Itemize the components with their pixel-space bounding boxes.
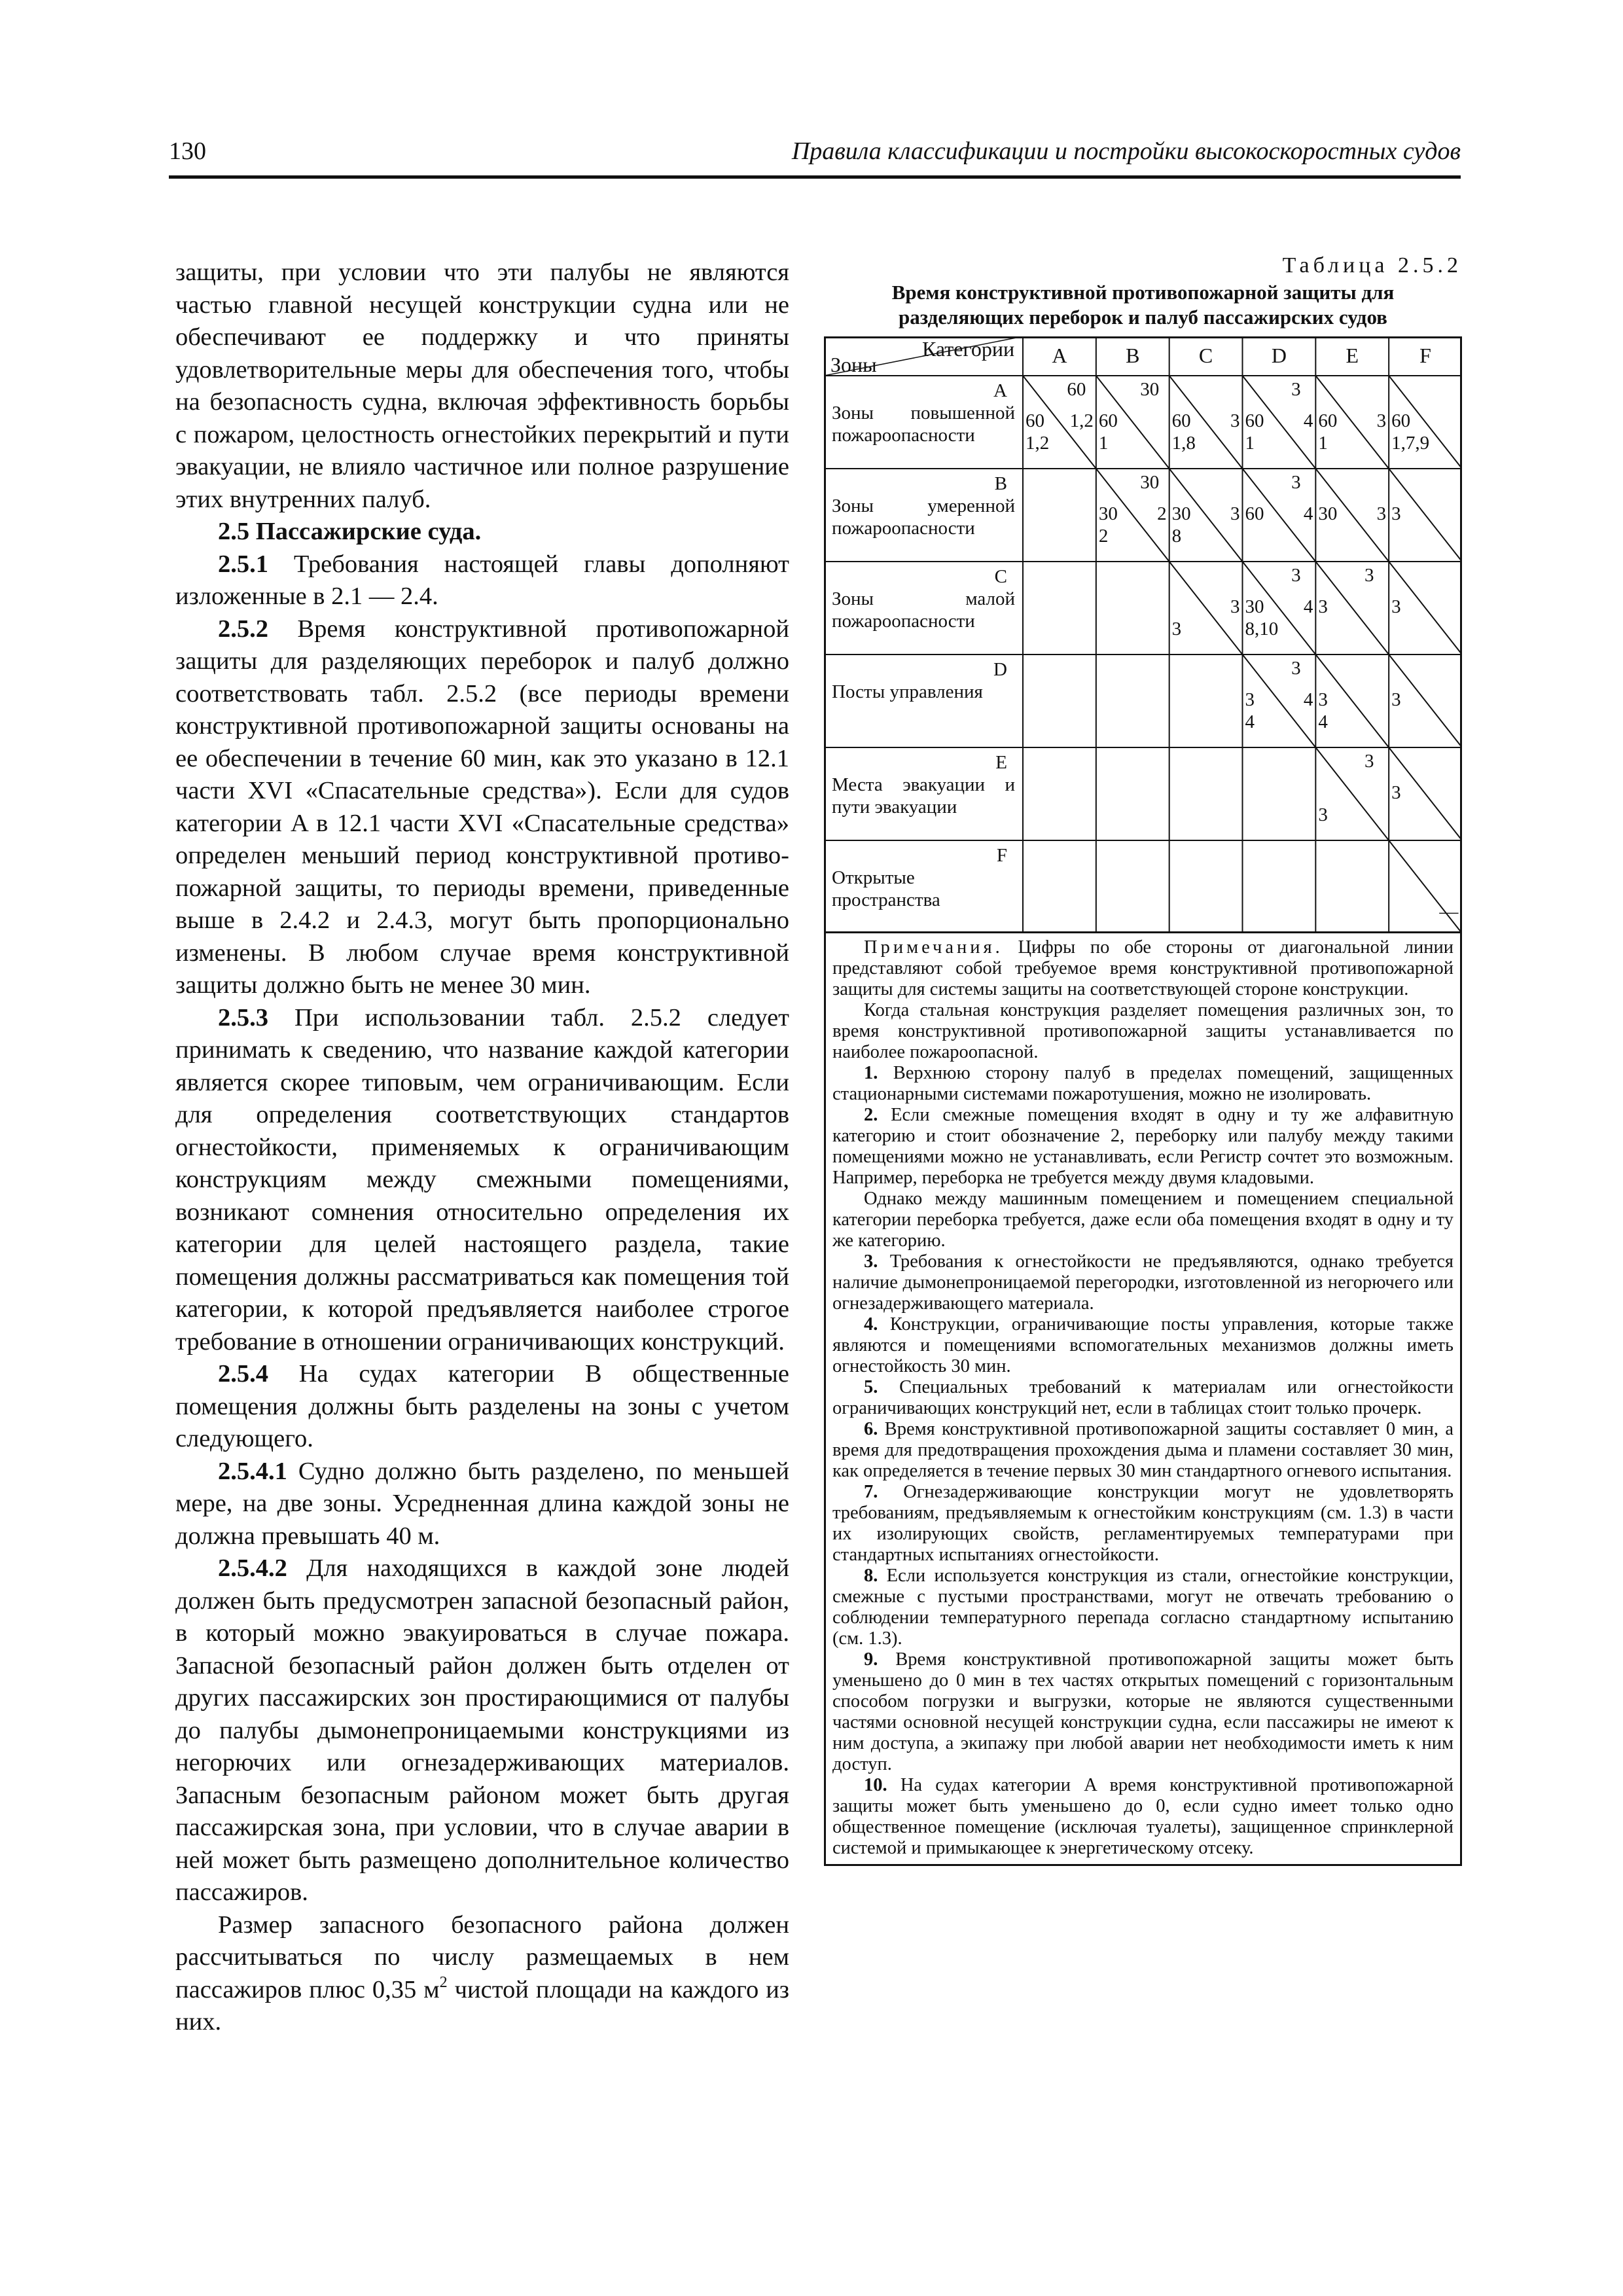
cell-value-left: 3 <box>1245 689 1255 710</box>
paragraph-text: На судах категории B общественные помещения должны быть разделены на зоны с учетом следующего. <box>175 1360 789 1452</box>
cell-value-left: 60 <box>1171 410 1191 431</box>
cell-value-bottom: 4 <box>1245 711 1255 733</box>
cell-value-bottom: 8 <box>1171 526 1182 547</box>
cell-value-bottom: 1 <box>1098 433 1109 454</box>
note-number: 8. <box>864 1566 878 1586</box>
cell-value-left: 60 <box>1318 410 1338 431</box>
cell-value-right: 4 <box>1303 689 1313 710</box>
note <box>832 1419 1454 1482</box>
note-text: Требования к огнестойкости не предъявляются, однако требуется наличие дымонепроницаемой перегородки, изготовленной из негорючего или огнезадерживающего материала. <box>832 1251 1454 1314</box>
cell-value-top: 30 <box>1140 472 1160 493</box>
cell-value-bottom: 3 <box>1318 804 1328 826</box>
cell-value-right: 3 <box>1376 503 1387 524</box>
cell-value-right: 3 <box>1376 410 1387 431</box>
column-header: E <box>1346 344 1359 367</box>
cell-value-left: 30 <box>1245 596 1264 617</box>
row-letter: E <box>995 752 1007 773</box>
column-header: A <box>1052 344 1067 367</box>
paragraph <box>175 1002 789 1359</box>
cell-value-right: 3 <box>1230 410 1240 431</box>
cell-value-left: 3 <box>1391 503 1401 524</box>
cell-value-bottom: 3 <box>1171 619 1182 640</box>
table-caption <box>824 280 1462 330</box>
note-text: Цифры по обе стороны от диагональной линии представляют собой требуемое время конструктивной противопожарной защиты для системы защиты на соответствующей стороне конструкции. <box>832 937 1454 999</box>
paragraph <box>175 613 789 1002</box>
row-letter: D <box>993 659 1007 680</box>
header-rule <box>169 175 1461 179</box>
cell-value-bottom: 1,2 <box>1026 433 1050 454</box>
note-text: Время конструктивной противопожарной защиты составляет 0 мин, а время для предотвращения прохождения дыма и пламени составляет 30 мин, как определяется в течение первых 30 мин стандартного огневого испытания. <box>832 1419 1454 1481</box>
cell-value-left: 3 <box>1391 596 1401 617</box>
row-letter: B <box>994 473 1007 494</box>
note-text: Время конструктивной противопожарной защиты может быть уменьшено до 0 мин в тех частях открытых помещений с горизонтальным способом погрузки и выгрузки, которые не являются существенными частями основной несущей конструкции судна, если пассажиры не имеют к ним доступа, а экипажу при любой аварии нет необходимости иметь к ним доступ. <box>832 1649 1454 1774</box>
paragraph-text: При использовании табл. 2.5.2 следует принимать к сведению, что название каждой категории является скорее типовым, чем ограничивающим. Если для определения соответствующих стандартов огнестойкости, применяемых к ограничивающим конструкциям между смежными помещениями, возникают сомнения относительно определения их категории для целей настоящего раздела, такие помещения должны рассматриваться как помещения той категории, к которой предъявляется наиболее строгое требование в отношении ограничивающих конструкций. <box>175 1003 789 1355</box>
row-letter: F <box>996 845 1007 866</box>
corner-categories-label: Категории <box>922 337 1015 361</box>
clause-number: 2.5.2 <box>218 615 268 643</box>
cell-value-right: 4 <box>1303 410 1313 431</box>
table-column <box>824 253 1462 1866</box>
row-label <box>832 844 1015 911</box>
cell-value-right: 2 <box>1157 503 1167 524</box>
paragraph-text: чистой площади на каждого из них. <box>175 1975 790 2036</box>
column-header: C <box>1198 344 1213 367</box>
note-text: Если используется конструкция из стали, огнестойкие конструкции, смежные с пустыми пространствами, могут не отвечать требованию о соблюдении температурного перепада согласно стандартному испытанию (см. 1.3). <box>832 1566 1454 1649</box>
cell-value-right: 4 <box>1303 596 1313 617</box>
cell-value-left: 30 <box>1318 503 1338 524</box>
cell-value-top: 3 <box>1291 565 1301 586</box>
note-text: На судах категории A время конструктивной противопожарной защиты может быть уменьшено до 0, если судно имеет только одно общественное помещение (исключая туалеты), защищенное спринклерной системой и примыкающее к энергетическому отсеку. <box>832 1775 1454 1858</box>
column-header: D <box>1271 344 1287 367</box>
note-number: 6. <box>864 1419 878 1439</box>
note <box>832 1189 1454 1251</box>
row-label <box>832 658 1015 703</box>
note <box>832 1566 1454 1649</box>
note-text: Если смежные помещения входят в одну и ту же алфавитную категорию и стоит обозначение 2, переборку или палубу между такими помещениями можно не устанавливать, если Регистр сочтет это возможным. Например, переборка не требуется между двумя кладовыми. <box>832 1105 1454 1188</box>
cell-value-left: 3 <box>1318 689 1328 710</box>
column-header: F <box>1419 344 1431 367</box>
table-notes <box>824 933 1462 1866</box>
paragraph <box>175 1358 789 1456</box>
paragraph-text: Размер запасного безопасного района должен рассчитываться по числу размещаемых в нем пассажиров плюс 0,35 м <box>175 1910 789 2003</box>
cell-value-right: 3 <box>1230 503 1240 524</box>
column-header: B <box>1126 344 1140 367</box>
cell-value-left: 3 <box>1391 689 1401 710</box>
cell-value-top: 3 <box>1291 658 1301 679</box>
note <box>832 1251 1454 1314</box>
cell-value-bottom: 1,8 <box>1171 433 1196 454</box>
cell-value-left: 60 <box>1026 410 1044 431</box>
corner-zones-label: Зоны <box>830 353 877 376</box>
page-number: 130 <box>169 137 206 165</box>
note-number: 5. <box>864 1377 878 1397</box>
row-label <box>832 751 1015 818</box>
note <box>832 1000 1454 1063</box>
paragraph <box>175 1909 789 2039</box>
note-text: Конструкции, ограничивающие посты управления, которые также являются и помещениями вспомогательных механизмов должны иметь огнестойкость 30 мин. <box>832 1314 1454 1376</box>
body-text-column <box>175 257 789 2039</box>
row-name: Посты управления <box>832 681 983 702</box>
cell-value-left: 60 <box>1245 410 1264 431</box>
note <box>832 1063 1454 1105</box>
row-name: Зоны малой пожароопасности <box>832 588 1015 632</box>
row-name: Открытые пространства <box>832 867 940 910</box>
cell-value-bottom: 8,10 <box>1245 619 1279 640</box>
clause-number: 2.5.4 <box>218 1360 268 1388</box>
note <box>832 1775 1454 1859</box>
note-number: 7. <box>864 1482 878 1502</box>
note-text: Огнезадерживающие конструкции могут не удовлетворять требованиям, предъявляемым к огнестойким конструкциям (см. 1.3) в части их изолирующих свойств, регламентируемых температурами при стандартных испытаниях огнестойкости. <box>832 1482 1454 1565</box>
table-label: Таблица 2.5.2 <box>1282 253 1462 278</box>
row-letter: A <box>993 380 1007 401</box>
cell-value-left: 60 <box>1245 503 1264 524</box>
cell-value-top: 3 <box>1364 751 1374 772</box>
note-number: 9. <box>864 1649 878 1670</box>
cell-value-right: 4 <box>1303 503 1313 524</box>
note-text: Специальных требований к материалам или огнестойкости ограничивающих конструкций нет, если в таблицах стоит только прочерк. <box>832 1377 1454 1418</box>
note-number: 10. <box>864 1775 887 1795</box>
cell-value-bottom: 1 <box>1318 433 1328 454</box>
row-letter: C <box>994 566 1007 587</box>
clause-number: 2.5.1 <box>218 550 268 578</box>
paragraph <box>175 1456 789 1553</box>
cell-value-left: 60 <box>1098 410 1118 431</box>
note-text: Когда стальная конструкция разделяет помещения различных зон, то время конструктивной противопожарной защиты устанавливается по наиболее пожароопасной. <box>832 1000 1454 1062</box>
running-title: Правила классификации и постройки высокоскоростных судов <box>791 137 1461 165</box>
cell-value-top: 3 <box>1364 565 1374 586</box>
table-caption-line: разделяющих переборок и палуб пассажирских судов <box>899 306 1387 329</box>
table-caption-line: Время конструктивной противопожарной защиты для <box>891 281 1395 304</box>
paragraph-text: защиты, при условии что эти палубы не являются частью главной несущей конструкции судна или не обеспечивают ее поддержку и что приняты удовлетворительные меры для обеспечения того, чтобы на безопасность судна, включая эффективность борьбы с пожаром, целостность огнестойких перекрытий и пути эвакуации, не влияло частичное или полное разрушение этих внутренних палуб. <box>175 259 789 513</box>
fire-protection-table <box>824 336 1462 933</box>
cell-value-left: 3 <box>1318 596 1328 617</box>
paragraph-text: Требования настоящей главы дополняют изложенные в 2.1 — 2.4. <box>175 550 789 610</box>
clause-number: 2.5.4.2 <box>218 1554 287 1582</box>
paragraph-text: Для находящихся в каждой зоне людей должен быть предусмотрен запасной безопасный район, в который можно эвакуироваться в случае пожара. Запасной безопасный район должен быть отделен от других пассажирских зон простирающимися от палубы до палубы дымонепроницаемыми конструкциями из негорючих или огнезадерживающих материалов. Запасным безопасным районом может быть другая пассажирская зона, при условии, что в случае аварии в ней может быть размещено дополнительное количество пассажиров. <box>175 1554 789 1906</box>
cell-value-top: 60 <box>1067 379 1086 400</box>
note-number: 1. <box>864 1063 878 1083</box>
cell-value-bottom: 4 <box>1318 711 1328 733</box>
note-number: 3. <box>864 1251 878 1272</box>
paragraph-continuation <box>175 257 789 516</box>
cell-value-left: 30 <box>1098 503 1118 524</box>
cell-value-left: 3 <box>1391 781 1401 803</box>
clause-number: 2.5.4.1 <box>218 1457 287 1485</box>
cell-value-left: 60 <box>1391 410 1411 431</box>
cell-value-top: 3 <box>1291 472 1301 493</box>
note-number: 4. <box>864 1314 878 1335</box>
cell-value-top: 3 <box>1291 379 1301 400</box>
notes-label: Примечания. <box>864 937 1003 958</box>
note-number: 2. <box>864 1105 878 1125</box>
clause-number: 2.5.3 <box>218 1003 268 1031</box>
cell-value-bottom: — <box>1439 901 1459 922</box>
cell-value-bottom: 2 <box>1098 526 1109 547</box>
row-label <box>832 380 1015 446</box>
cell-value-right: 1,2 <box>1069 410 1094 431</box>
cell-value-bottom: 1,7,9 <box>1391 433 1430 454</box>
note-text: Однако между машинным помещением и помещением специальной категории переборка требуется, даже если оба помещения входят в одну и ту же категорию. <box>832 1189 1454 1251</box>
section-heading: 2.5 Пассажирские суда. <box>218 518 482 545</box>
row-name: Зоны умеренной пожароопасности <box>832 495 1015 539</box>
superscript: 2 <box>439 1973 448 1991</box>
row-label <box>832 473 1015 539</box>
note <box>832 1377 1454 1419</box>
row-label <box>832 565 1015 632</box>
note <box>832 1314 1454 1377</box>
paragraph <box>175 548 789 613</box>
cell-value-top: 30 <box>1140 379 1160 400</box>
cell-value-bottom: 1 <box>1245 433 1255 454</box>
cell-value-left: 30 <box>1171 503 1191 524</box>
paragraph <box>175 1552 789 1909</box>
note <box>832 1105 1454 1189</box>
paragraph-text: Время конструктивной противопожарной защиты для разделяющих переборок и палуб должно соответствовать табл. 2.5.2 (все периоды времени конструктивной противопожарной защиты основаны на ее обеспечении в течение 60 мин, как это указано в 12.1 части XVI «Спасательные средства»). Если для судов категории A в 12.1 части XVI «Спасательные средства» определен меньший период конструктивной противо-пожарной защиты, то периоды времени, приведенные выше в 2.4.2 и 2.4.3, могут быть пропорционально изменены. В любом случае время конструктивной защиты должно быть не менее 30 мин. <box>175 615 789 999</box>
notes-intro <box>832 937 1454 1000</box>
paragraph-text: Судно должно быть разделено, по меньшей мере, на две зоны. Усредненная длина каждой зоны не должна превышать 40 м. <box>175 1457 789 1550</box>
cell-value-right: 3 <box>1230 596 1240 617</box>
row-name: Зоны повышенной пожароопасности <box>832 403 1015 446</box>
note-text: Верхнюю сторону палуб в пределах помещений, защищенных стационарными системами пожаротушения, можно не изолировать. <box>832 1063 1454 1104</box>
note <box>832 1482 1454 1566</box>
row-name: Места эвакуации и пути эвакуации <box>832 774 1015 817</box>
note <box>832 1649 1454 1775</box>
